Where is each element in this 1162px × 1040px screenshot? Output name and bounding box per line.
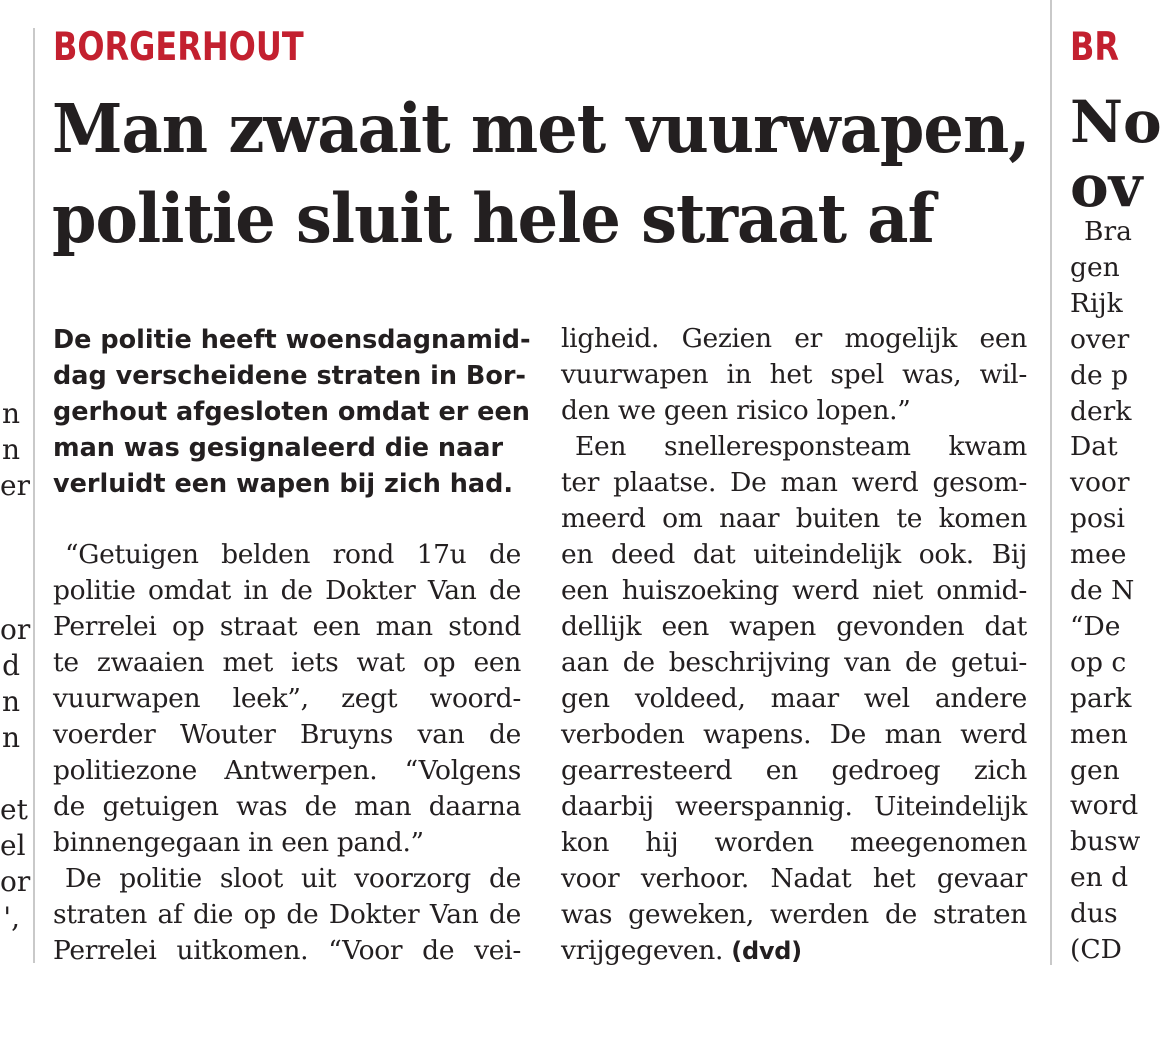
right-body-line: Rijk — [1070, 287, 1123, 319]
author-credit: (dvd) — [731, 937, 802, 965]
right-body-line: word — [1070, 790, 1139, 822]
headline-line: politie sluit hele straat af — [52, 179, 935, 258]
right-body-line: de N — [1070, 575, 1135, 606]
right-body-line: de p — [1070, 359, 1129, 391]
body-line: ligheid. Gezien er mogelijk een — [561, 323, 1027, 354]
lead-line: De politie heeft woensdagnamid- — [53, 325, 531, 355]
right-body-line: park — [1070, 682, 1132, 714]
body-line: politiezone Antwerpen. “Volgens — [53, 755, 521, 786]
body-line: Perrelei op straat een man stond — [53, 611, 521, 642]
right-body-line: posi — [1070, 503, 1125, 535]
fragment-line: d — [2, 649, 20, 682]
body-column-1 — [53, 537, 521, 969]
body-line: den we geen risico lopen.” — [561, 395, 911, 426]
body-line: vrijgegeven. — [561, 935, 724, 966]
lead-line: verluidt een wapen bij zich had. — [53, 469, 514, 499]
lead-line: dag verscheidene straten in Bor- — [53, 361, 526, 391]
right-body-line: en d — [1070, 862, 1129, 894]
lead-line: man was gesignaleerd die naar — [53, 433, 504, 463]
body-line: gen voldeed, maar wel andere — [561, 683, 1027, 714]
body-line: verboden wapens. De man werd — [561, 719, 1027, 750]
body-line: binnengegaan in een pand.” — [53, 827, 424, 858]
column-rule-right — [1050, 0, 1052, 965]
right-headline-line: ov — [1070, 152, 1143, 220]
article-lead — [53, 322, 531, 502]
body-line: was geweken, werden de straten — [561, 899, 1027, 930]
body-line: en deed dat uiteindelijk ook. Bij — [561, 539, 1027, 570]
right-article-fragment — [1070, 0, 1162, 1040]
right-body-line: Dat — [1070, 431, 1118, 463]
right-body-line: busw — [1070, 826, 1141, 858]
body-line: vuurwapen leek”, zegt woord- — [53, 683, 521, 714]
right-article-kicker: BR — [1070, 25, 1120, 70]
right-body-line: gen — [1070, 754, 1120, 786]
article-kicker: BORGERHOUT — [53, 25, 304, 70]
right-body-line: dus — [1070, 898, 1118, 930]
body-line: meerd om naar buiten te komen — [561, 503, 1027, 534]
fragment-line: or — [0, 613, 31, 646]
body-line: Een snelleresponsteam kwam — [575, 431, 1027, 462]
fragment-line: or — [0, 865, 31, 898]
body-line: politie omdat in de Dokter Van de — [53, 575, 521, 606]
body-line: de getuigen was de man daarna — [53, 791, 521, 822]
right-body-line: “De — [1070, 610, 1121, 642]
right-body-line: derk — [1070, 395, 1132, 427]
right-body-line: (CD — [1070, 934, 1122, 965]
body-line: “Getuigen belden rond 17u de — [65, 539, 521, 570]
body-line: voerder Wouter Bruyns van de — [53, 719, 521, 750]
fragment-line: et — [0, 793, 28, 826]
body-line: ter plaatse. De man werd gesom- — [561, 467, 1027, 498]
headline-line: Man zwaait met vuurwapen, — [52, 89, 1030, 168]
fragment-line: n — [1, 397, 20, 430]
right-body-line: Bra — [1084, 216, 1132, 247]
right-body-line: op c — [1070, 646, 1127, 678]
right-body-line: over — [1070, 323, 1130, 355]
right-body-line: voor — [1070, 467, 1130, 499]
body-line: straten af die op de Dokter Van de — [53, 899, 521, 930]
fragment-line: el — [0, 829, 26, 862]
body-line: te zwaaien met iets wat op een — [53, 647, 521, 678]
body-line: gearresteerd en gedroeg zich — [561, 755, 1027, 786]
body-column-2 — [561, 321, 1027, 969]
body-line: vuurwapen in het spel was, wil- — [561, 359, 1027, 390]
right-body-line: men — [1070, 718, 1128, 750]
body-line: De politie sloot uit voorzorg de — [65, 863, 521, 894]
fragment-line: n — [1, 433, 20, 466]
right-body-line: mee — [1070, 539, 1127, 571]
body-line: daarbij weerspannig. Uiteindelijk — [561, 791, 1027, 822]
body-line: een huiszoeking werd niet onmid- — [561, 575, 1027, 606]
right-headline-line: No — [1070, 88, 1162, 156]
body-line: voor verhoor. Nadat het gevaar — [561, 863, 1027, 894]
column-rule-left — [33, 28, 35, 963]
fragment-line: ', — [3, 901, 20, 934]
fragment-line: n — [1, 685, 20, 718]
body-line-final — [561, 933, 1027, 969]
body-line: Perrelei uitkomen. “Voor de vei- — [53, 935, 521, 966]
lead-line: gerhout afgesloten omdat er een — [53, 397, 530, 427]
article-headline — [52, 84, 1030, 264]
body-line: kon hij worden meegenomen — [561, 827, 1027, 858]
fragment-line: n — [1, 721, 20, 754]
body-line: aan de beschrijving van de getui- — [561, 647, 1027, 678]
right-body-line: gen — [1070, 251, 1120, 283]
fragment-line: er — [0, 469, 30, 502]
body-line: dellijk een wapen gevonden dat — [561, 611, 1027, 642]
